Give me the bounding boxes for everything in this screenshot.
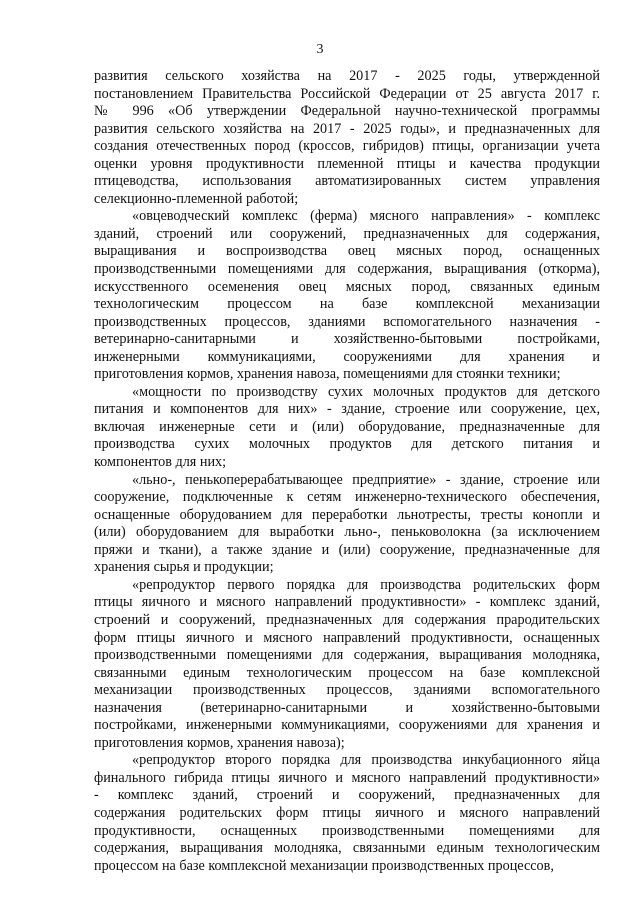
paragraph [94,472,600,577]
text-line: птицеводства, использования автоматизированных систем управления [94,173,600,190]
text-line: компонентов для них; [94,454,227,471]
document-body [94,68,600,875]
paragraph [94,384,600,472]
text-line: развития сельского хозяйства на 2017 - 2025 годы, утвержденной [94,68,600,84]
text-line: форм птицы яичного и мясного направлений продуктивности, оснащенных [94,629,600,646]
text-line: процессом на базе комплексной механизации производственных процессов, [94,857,554,874]
text-line: сооружение, подключенные к сетям инженерно-технического обеспечения, [94,489,600,506]
text-line: ветеринарно-санитарными и хозяйственно-бытовыми постройками, [94,331,600,348]
text-line: производственными помещениями для содержания, выращивания (откорма), [94,261,600,278]
text-line: постановлением Правительства Российской Федерации от 25 августа 2017 г. [94,85,600,102]
text-line: связанными единым технологическим процессом на базе комплексной [94,664,600,681]
text-line: оснащенные оборудованием для переработки льнотресты, тресты конопли и [94,506,600,523]
text-line: создания отечественных пород (кроссов, гибридов) птицы, организации учета [94,138,600,155]
page-number: 3 [316,42,324,57]
text-line: технологическим процессом на базе комплексной механизации [94,296,600,313]
text-line: птицы яичного и мясного направлений продуктивности» - комплекс зданий, [94,594,600,611]
text-line: «мощности по производству сухих молочных продуктов для детского [132,383,600,400]
text-line: инженерными коммуникациями, сооружениями для хранения и [94,348,600,365]
text-line: приготовления кормов, хранения навоза); [94,734,345,751]
text-line: развития сельского хозяйства на 2017 - 2025 годы», и предназначенных для [94,120,600,137]
text-line: выращивания и воспроизводства овец мясных пород, оснащенных [94,243,600,260]
text-line: содержания родительских форм птицы яичного и мясного направлений [94,804,600,821]
paragraph [94,577,600,752]
text-line: приготовления кормов, хранения навоза, помещениями для стоянки техники; [94,366,561,383]
text-line: «льно-, пенькоперерабатывающее предприятие» - здание, строение или [132,471,600,488]
text-line: «овцеводческий комплекс (ферма) мясного направления» - комплекс [132,208,600,225]
text-line: искусственного осеменения овец мясных пород, связанных единым [94,278,600,295]
text-line: производства сухих молочных продуктов для детского питания и [94,436,600,453]
text-line: производственными помещениями для содержания, выращивания молодняка, [94,647,600,664]
text-line: - комплекс зданий, строений и сооружений, предназначенных для [94,787,600,804]
text-line: зданий, строений или сооружений, предназначенных для содержания, [94,225,600,242]
text-line: пряжи и ткани), а также здание и (или) сооружение, предназначенные для [94,541,600,558]
text-line: оценки уровня продуктивности племенной птицы и качества продукции [94,155,600,172]
text-line: назначения (ветеринарно-санитарными и хозяйственно-бытовыми [94,699,600,716]
text-line: механизации производственных процессов, зданиями вспомогательного [94,682,600,699]
text-line: содержания, выращивания молодняка, связанными единым технологическим [94,840,600,857]
text-line: строений и сооружений, предназначенных для содержания прародительских [94,611,600,628]
text-line: «репродуктор второго порядка для производства инкубационного яйца [132,752,600,769]
text-line: селекционно-племенной работой; [94,190,299,207]
text-line: производственных процессов, зданиями вспомогательного назначения - [94,313,600,330]
text-line: постройками, инженерными коммуникациями, сооружениями для хранения и [94,717,600,734]
text-line: (или) оборудованием для выработки льно-, пеньковолокна (за исключением [94,524,600,541]
text-line: финального гибрида птицы яичного и мясного направлений продуктивности» [94,769,600,786]
text-line: № 996 «Об утверждении Федеральной научно-технической программы [94,103,600,120]
paragraph [94,752,600,875]
text-line: включая инженерные сети и (или) оборудование, предназначенные для [94,418,600,435]
text-line: питания и компонентов для них» - здание, строение или сооружение, цех, [94,401,600,418]
paragraph [94,208,600,383]
text-line: продуктивности, оснащенных производственными помещениями для [94,822,600,839]
text-line: хранения сырья и продукции; [94,559,274,576]
text-line: «репродуктор первого порядка для производства родительских форм [132,576,600,593]
paragraph [94,68,600,208]
